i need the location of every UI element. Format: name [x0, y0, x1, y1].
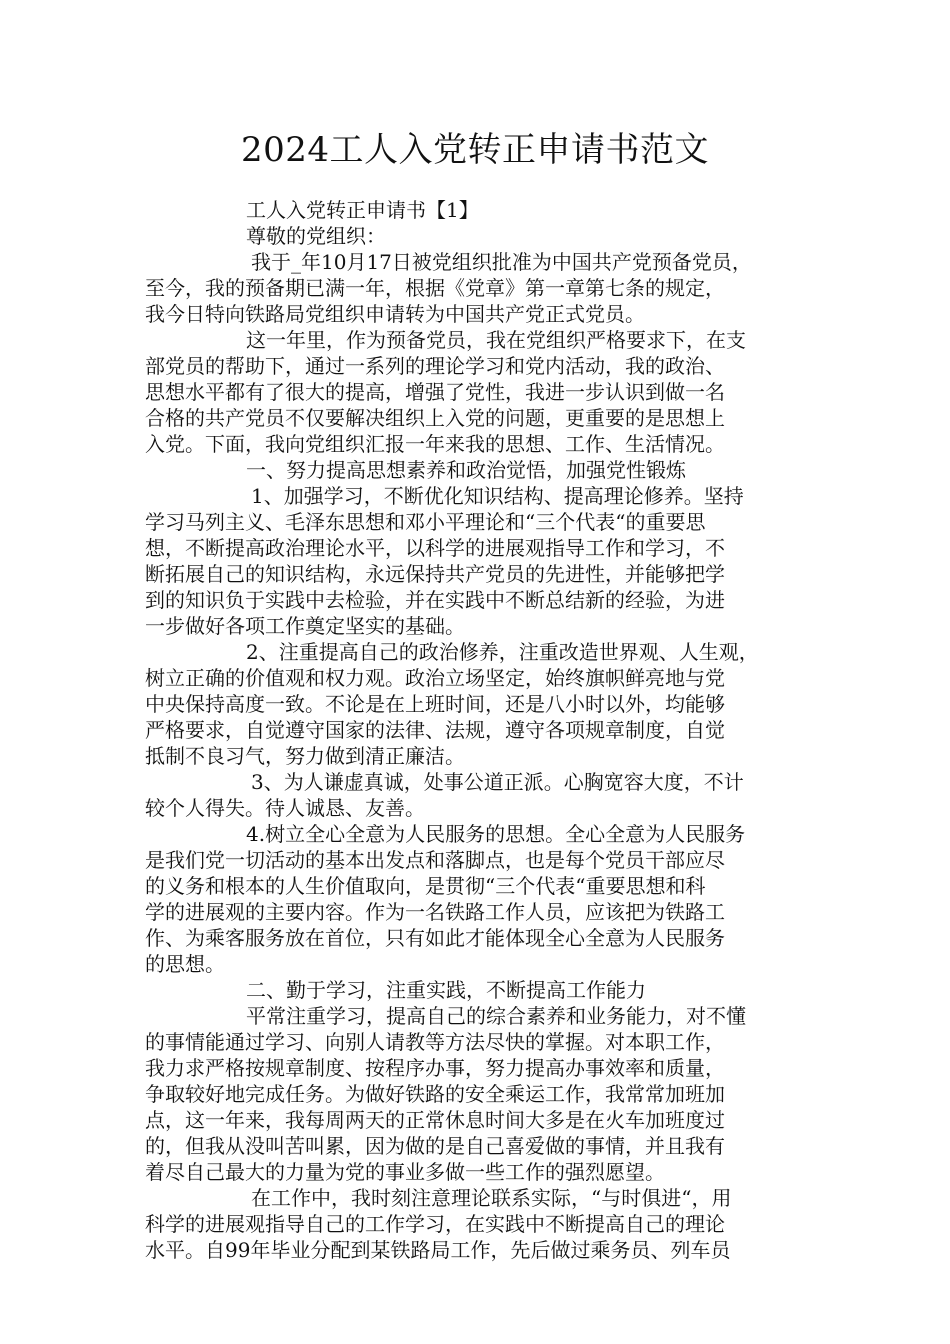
- text-line: 的，但我从没叫苦叫累，因为做的是自己喜爱做的事情，并且我有: [145, 1134, 725, 1158]
- text-line: 工人入党转正申请书【1】: [246, 198, 479, 222]
- text-line: 学的进展观的主要内容。作为一名铁路工作人员，应该把为铁路工: [145, 900, 725, 924]
- text-line: 二、勤于学习，注重实践，不断提高工作能力: [246, 978, 646, 1002]
- text-line: 学习马列主义、毛泽东思想和邓小平理论和“三个代表“的重要思: [145, 510, 706, 534]
- text-line: 合格的共产党员不仅要解决组织上入党的问题，更重要的是思想上: [145, 406, 725, 430]
- text-line: 部党员的帮助下，通过一系列的理论学习和党内活动，我的政治、: [145, 354, 725, 378]
- text-line: 在工作中，我时刻注意理论联系实际，“与时俱进“，用: [251, 1186, 732, 1210]
- text-line: 点，这一年来，我每周两天的正常休息时间大多是在火车加班度过: [145, 1108, 725, 1132]
- text-line: 的义务和根本的人生价值取向，是贯彻“三个代表“重要思想和科: [145, 874, 706, 898]
- text-line: 争取较好地完成任务。为做好铁路的安全乘运工作，我常常加班加: [145, 1082, 725, 1106]
- text-line: 较个人得失。待人诚恳、友善。: [145, 796, 425, 820]
- text-line: 入党。下面，我向党组织汇报一年来我的思想、工作、生活情况。: [145, 432, 725, 456]
- text-line: 至今，我的预备期已满一年，根据《党章》第一章第七条的规定，: [145, 276, 725, 300]
- text-line: 抵制不良习气，努力做到清正廉洁。: [145, 744, 465, 768]
- text-line: 中央保持高度一致。不论是在上班时间，还是八小时以外，均能够: [145, 692, 725, 716]
- text-line: 2、注重提高自己的政治修养，注重改造世界观、人生观，: [246, 640, 759, 664]
- text-line: 一、努力提高思想素养和政治觉悟，加强党性锻炼: [246, 458, 686, 482]
- text-line: 严格要求，自觉遵守国家的法律、法规，遵守各项规章制度，自觉: [145, 718, 725, 742]
- document-body: [145, 197, 807, 1263]
- text-line: 我今日特向铁路局党组织申请转为中国共产党正式党员。: [145, 302, 645, 326]
- text-line: 这一年里，作为预备党员，我在党组织严格要求下，在支: [246, 328, 746, 352]
- text-line: 到的知识负于实践中去检验，并在实践中不断总结新的经验，为进: [145, 588, 725, 612]
- text-line: 树立正确的价值观和权力观。政治立场坚定，始终旗帜鲜亮地与党: [145, 666, 725, 690]
- text-line: 作、为乘客服务放在首位，只有如此才能体现全心全意为人民服务: [145, 926, 725, 950]
- text-line: 的事情能通过学习、向别人请教等方法尽快的掌握。对本职工作，: [145, 1030, 725, 1054]
- document-title: 2024工人入党转正申请书范文: [240, 130, 710, 170]
- text-line: 我力求严格按规章制度、按程序办事，努力提高办事效率和质量，: [145, 1056, 725, 1080]
- text-line: 我于_年10月17日被党组织批准为中国共产党预备党员，: [251, 250, 752, 274]
- text-line: 平常注重学习，提高自己的综合素养和业务能力，对不懂: [246, 1004, 746, 1028]
- text-line: 的思想。: [145, 952, 225, 976]
- text-line: 断拓展自己的知识结构，永远保持共产党员的先进性，并能够把学: [145, 562, 725, 586]
- text-line: 4.树立全心全意为人民服务的思想。全心全意为人民服务: [246, 822, 746, 846]
- text-line: 想，不断提高政治理论水平，以科学的进展观指导工作和学习，不: [145, 536, 725, 560]
- text-line: 1、加强学习，不断优化知识结构、提高理论修养。坚持: [251, 484, 744, 508]
- text-line: 水平。自99年毕业分配到某铁路局工作，先后做过乘务员、列车员: [145, 1238, 731, 1262]
- text-line: 尊敬的党组织：: [246, 224, 386, 248]
- text-line: 思想水平都有了很大的提高，增强了党性，我进一步认识到做一名: [145, 380, 725, 404]
- text-line: 是我们党一切活动的基本出发点和落脚点，也是每个党员干部应尽: [145, 848, 725, 872]
- text-line: 着尽自己最大的力量为党的事业多做一些工作的强烈愿望。: [145, 1160, 665, 1184]
- text-line: 一步做好各项工作奠定坚实的基础。: [145, 614, 465, 638]
- text-line: 科学的进展观指导自己的工作学习，在实践中不断提高自己的理论: [145, 1212, 725, 1236]
- text-line: 3、为人谦虚真诚，处事公道正派。心胸宽容大度，不计: [251, 770, 744, 794]
